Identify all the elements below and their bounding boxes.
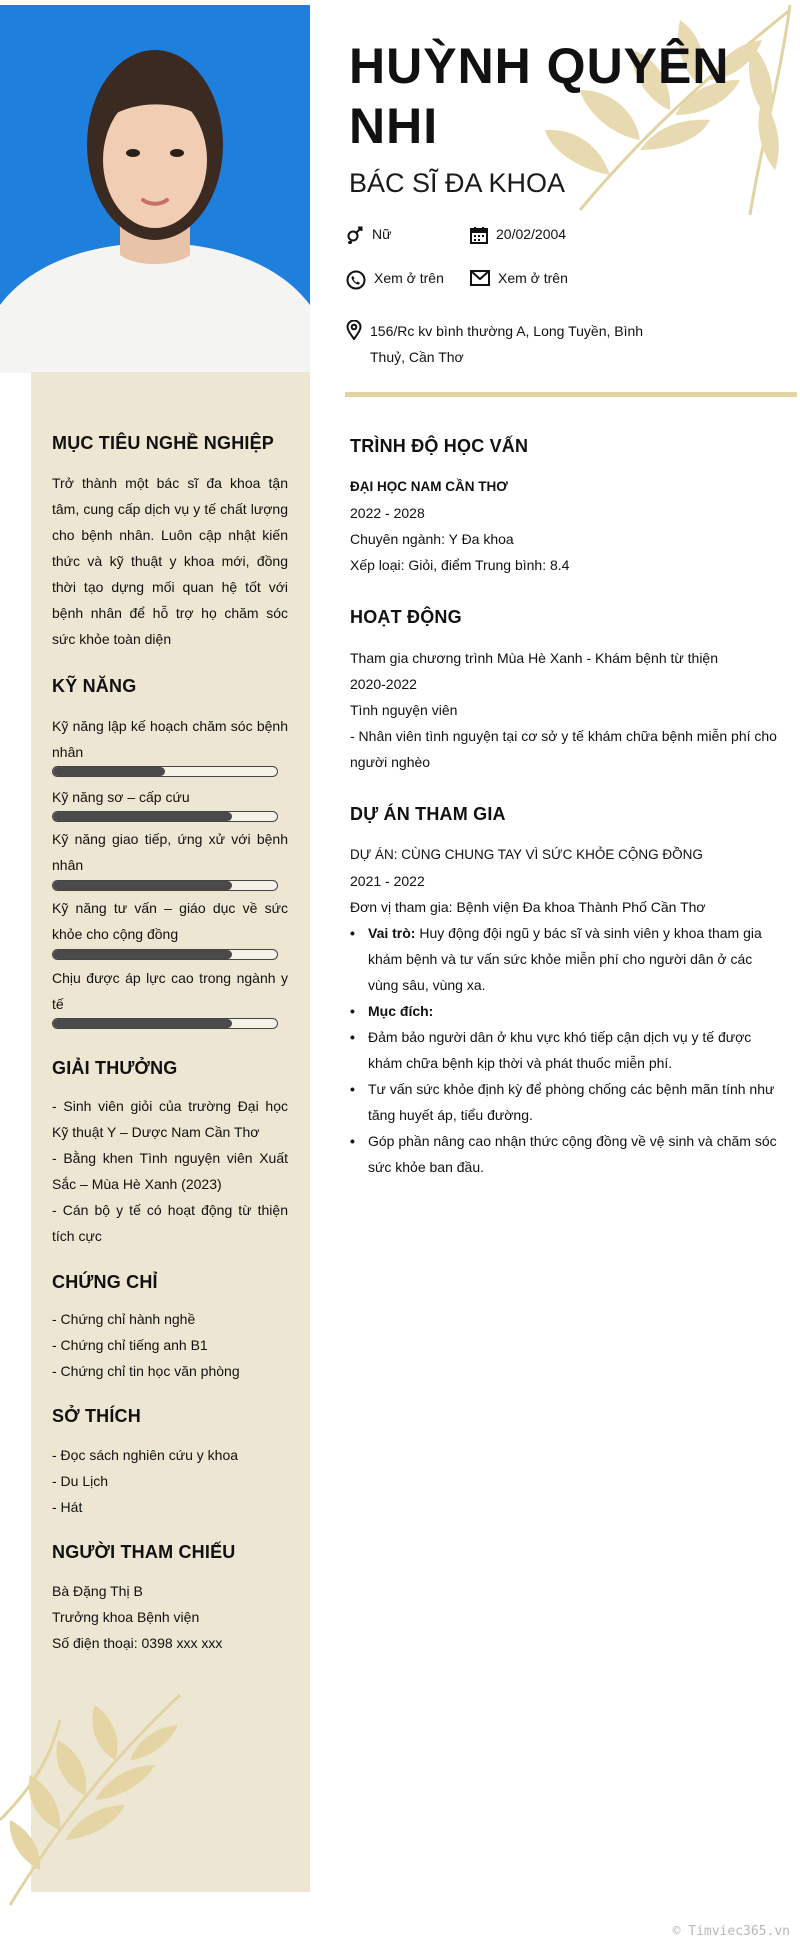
list-item <box>350 998 780 1024</box>
hobbies-title: SỞ THÍCH <box>52 1406 141 1426</box>
education-years: 2022 - 2028 <box>350 505 425 521</box>
list-item: - Chứng chỉ tiếng anh B1 <box>52 1337 208 1353</box>
candidate-name: HUỲNH QUYÊN NHI <box>349 38 730 154</box>
dob-info <box>470 226 566 244</box>
dob-text: 20/02/2004 <box>496 226 567 242</box>
activities-block <box>350 645 780 775</box>
portrait-illustration <box>0 5 310 373</box>
gender-text: Nữ <box>372 226 392 242</box>
list-item: - Sinh viên giỏi của trường Đại học Kỹ thuật Y – Dược Nam Cần Thơ <box>52 1098 288 1140</box>
school-name: ĐẠI HỌC NAM CẦN THƠ <box>350 479 508 494</box>
activity-role: Tình nguyện viên <box>350 702 458 718</box>
job-title: BÁC SĨ ĐA KHOA <box>349 168 566 198</box>
skill-bar <box>52 880 278 891</box>
skill-bar <box>52 766 278 777</box>
skill-label: Kỹ năng sơ – cấp cứu <box>52 789 190 805</box>
purpose-label: Mục đích: <box>368 1003 434 1019</box>
role-label: Vai trò: <box>368 925 416 941</box>
education-block <box>350 474 780 578</box>
objective-title: MỤC TIÊU NGHỀ NGHIỆP <box>52 433 275 453</box>
project-name: DỰ ÁN: CÙNG CHUNG TAY VÌ SỨC KHỎE CỘNG ĐỒNG <box>350 847 703 862</box>
list-item: - Bằng khen Tình nguyện viên Xuất Sắc – Mùa Hè Xanh (2023) <box>52 1150 288 1192</box>
list-item <box>350 920 780 998</box>
activities-title: HOẠT ĐỘNG <box>350 607 462 627</box>
skill-label: Kỹ năng tư vấn – giáo dục về sức khỏe cho cộng đồng <box>52 900 288 942</box>
projects-block <box>350 842 780 920</box>
skill-bar <box>52 811 278 822</box>
skill-bar <box>52 949 278 960</box>
gender-icon <box>346 226 364 244</box>
skill-label: Chịu được áp lực cao trong ngành y tế <box>52 970 288 1012</box>
project-details-list <box>350 920 780 1180</box>
list-item: - Đọc sách nghiên cứu y khoa <box>52 1447 239 1463</box>
skill-label: Kỹ năng giao tiếp, ứng xử với bệnh nhân <box>52 831 288 873</box>
skill-label: Kỹ năng lập kế hoạch chăm sóc bệnh nhân <box>52 718 288 760</box>
reference-list <box>52 1578 292 1656</box>
education-grade: Xếp loại: Giỏi, điểm Trung bình: 8.4 <box>350 557 570 573</box>
watermark: © Timviec365.vn <box>672 1924 790 1939</box>
phone-info <box>346 270 444 290</box>
list-item: - Chứng chỉ tin học văn phòng <box>52 1363 240 1379</box>
certificates-title: CHỨNG CHỈ <box>52 1272 158 1292</box>
skill-bar-fill <box>53 812 232 821</box>
calendar-icon <box>470 226 488 244</box>
project-years: 2021 - 2022 <box>350 873 425 889</box>
skill-bar <box>52 1018 278 1029</box>
activity-desc: - Nhân viên tình nguyện tại cơ sở y tế khám chữa bệnh miễn phí cho người nghèo <box>350 728 777 770</box>
role-text: Huy động đội ngũ y bác sĩ và sinh viên y khoa tham gia khám bệnh và tư vấn sức khỏe miễn phí cho người dân ở các vùng sâu, vùng xa. <box>368 925 762 993</box>
location-pin-icon <box>346 320 362 340</box>
leaf-decoration-bottom-icon <box>0 1680 190 1910</box>
skill-bar-fill <box>53 950 232 959</box>
list-item: Bà Đặng Thị B <box>52 1583 143 1599</box>
awards-title: GIẢI THƯỞNG <box>52 1058 178 1078</box>
list-item: - Chứng chỉ hành nghề <box>52 1311 196 1327</box>
objective-text: Trở thành một bác sĩ đa khoa tận tâm, cung cấp dịch vụ y tế chất lượng cho bệnh nhân. Luôn cập nhật kiến thức và kỹ thuật y khoa mới, đồng thời tạo dựng mối quan hệ tốt với bệnh nhân để hỗ trợ họ chăm sóc sức khỏe toàn diện <box>52 475 288 647</box>
address-text: 156/Rc kv bình thường A, Long Tuyền, Bình Thuỷ, Cần Thơ <box>370 323 644 365</box>
list-item: Số điện thoại: 0398 xxx xxx <box>52 1635 223 1651</box>
phone-icon <box>346 270 366 290</box>
envelope-icon <box>470 270 490 286</box>
education-title: TRÌNH ĐỘ HỌC VẤN <box>350 436 529 456</box>
certificates-list <box>52 1306 292 1384</box>
skill-bar-fill <box>53 1019 232 1028</box>
list-item: Trưởng khoa Bệnh viện <box>52 1609 200 1625</box>
profile-photo <box>0 5 310 373</box>
hobbies-list <box>52 1442 292 1520</box>
skill-bar-fill <box>53 767 165 776</box>
phone-text: Xem ở trên <box>374 270 444 286</box>
email-text: Xem ở trên <box>498 270 568 286</box>
email-info <box>470 270 568 286</box>
gender-info <box>346 226 391 244</box>
activity-name: Tham gia chương trình Mùa Hè Xanh - Khám bệnh từ thiện <box>350 650 719 666</box>
list-item: - Cán bộ y tế có hoạt động từ thiện tích cực <box>52 1202 288 1244</box>
projects-title: DỰ ÁN THAM GIA <box>350 804 506 824</box>
activity-years: 2020-2022 <box>350 676 417 692</box>
education-major: Chuyên ngành: Y Đa khoa <box>350 531 514 547</box>
list-item: • Đảm bảo người dân ở khu vực khó tiếp cận dịch vụ y tế được khám chữa bệnh kịp thời và phát thuốc miễn phí. <box>350 1024 780 1076</box>
list-item: • Góp phần nâng cao nhận thức cộng đồng về vệ sinh và chăm sóc sức khỏe ban đầu. <box>350 1128 780 1180</box>
list-item: - Du Lịch <box>52 1473 109 1489</box>
skills-title: KỸ NĂNG <box>52 676 137 696</box>
awards-list <box>52 1093 288 1249</box>
address-info <box>346 318 686 370</box>
reference-title: NGƯỜI THAM CHIẾU <box>52 1542 236 1562</box>
skill-bar-fill <box>53 881 232 890</box>
project-unit: Đơn vị tham gia: Bệnh viện Đa khoa Thành Phố Cần Thơ <box>350 899 706 915</box>
list-item: - Hát <box>52 1499 83 1515</box>
header-divider <box>345 392 797 397</box>
list-item: • Tư vấn sức khỏe định kỳ để phòng chống các bệnh mãn tính như tăng huyết áp, tiểu đường. <box>350 1076 780 1128</box>
